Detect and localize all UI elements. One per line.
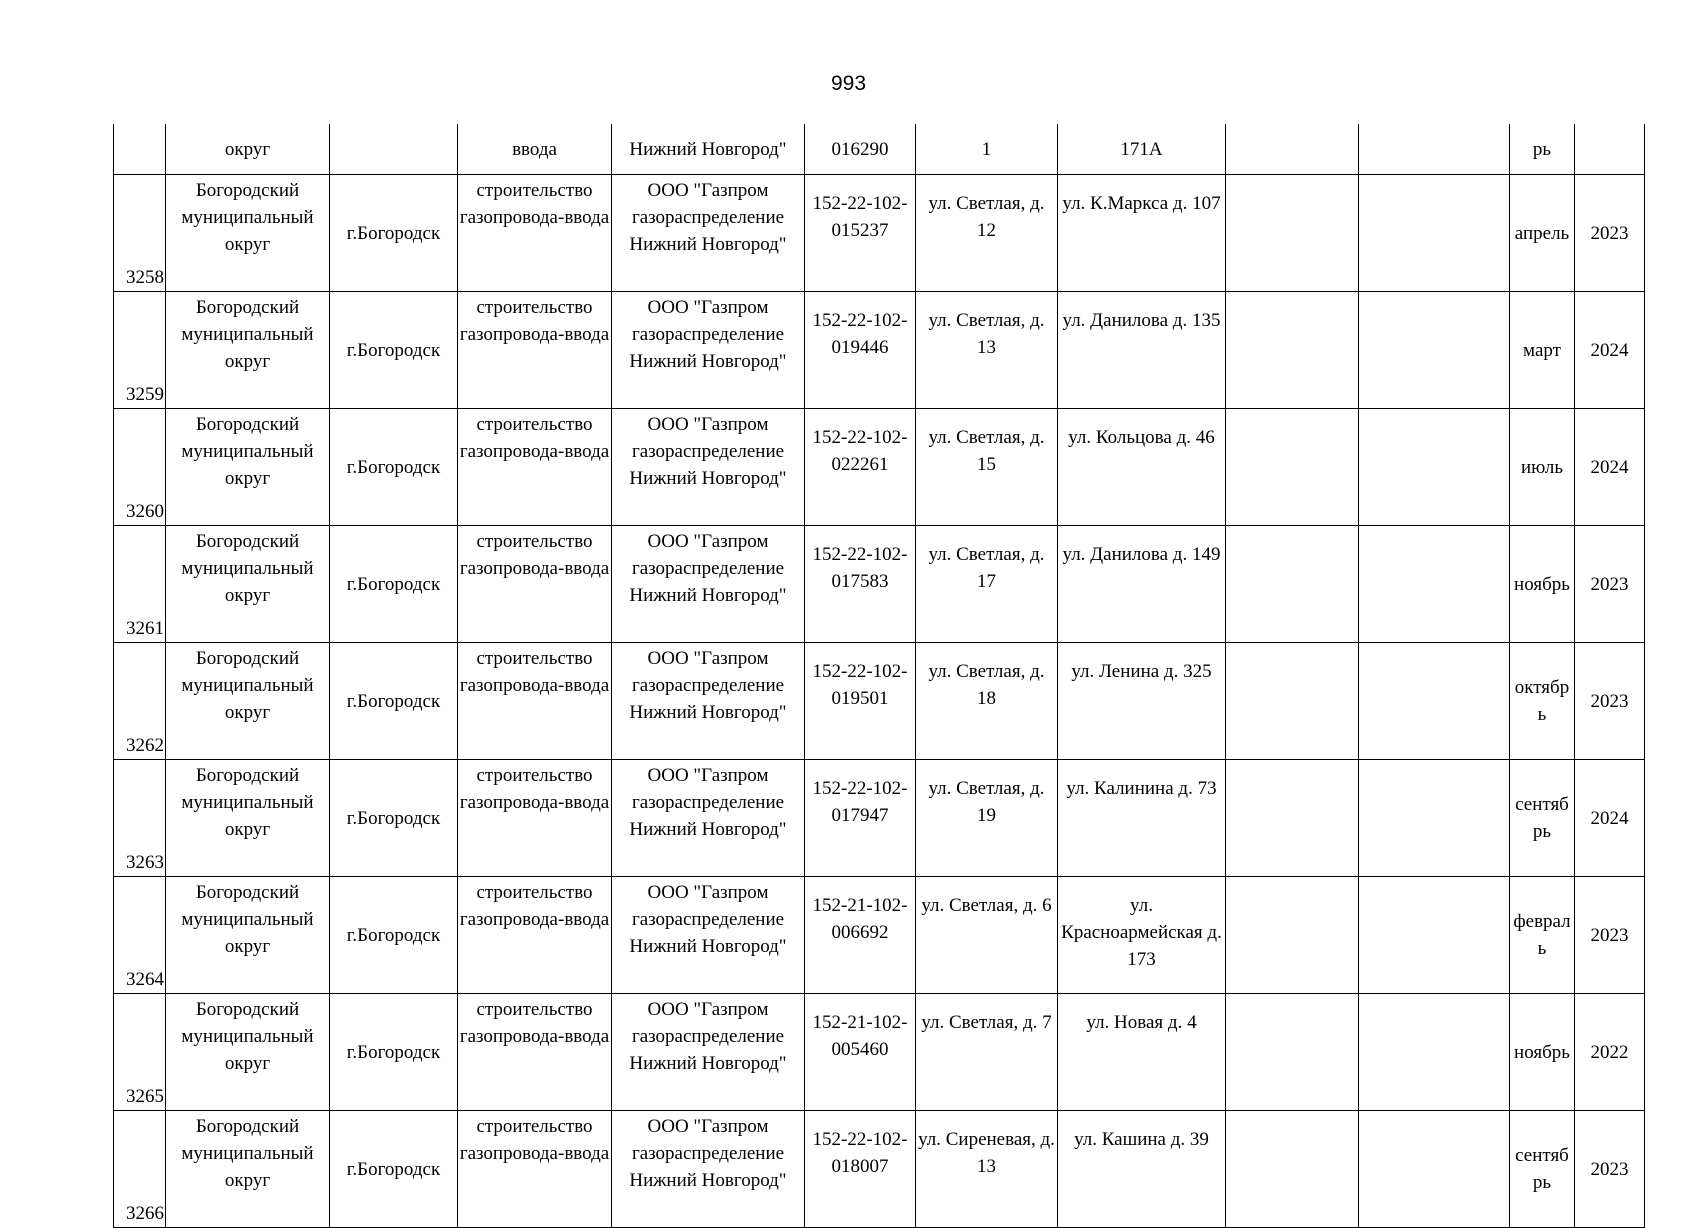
cell-year: 2023 <box>1575 1111 1645 1228</box>
cell-organization: ООО "Газпром газораспределение Нижний Новгород" <box>612 1111 805 1228</box>
cell-organization: ООО "Газпром газораспределение Нижний Новгород" <box>612 526 805 643</box>
cell-address: ул. Светлая, д. 18 <box>916 643 1058 760</box>
cell-code: 152-22-102-017583 <box>805 526 916 643</box>
cell-city: г.Богородск <box>330 175 458 292</box>
cell-address: ул. Светлая, д. 6 <box>916 877 1058 994</box>
cell-work-type: строительство газопровода-ввода <box>458 1111 612 1228</box>
cell-empty-10 <box>1359 1111 1510 1228</box>
cell-city <box>330 124 458 175</box>
cell-city: г.Богородск <box>330 643 458 760</box>
cell-year: 2024 <box>1575 760 1645 877</box>
cell-organization: ООО "Газпром газораспределение Нижний Новгород" <box>612 994 805 1111</box>
cell-month: март <box>1510 292 1575 409</box>
cell-address-2: ул. Красноармейская д. 173 <box>1058 877 1226 994</box>
cell-year: 2024 <box>1575 292 1645 409</box>
cell-address-2: ул. Новая д. 4 <box>1058 994 1226 1111</box>
cell-address: ул. Светлая, д. 19 <box>916 760 1058 877</box>
cell-work-type: строительство газопровода-ввода <box>458 643 612 760</box>
cell-organization: Нижний Новгород" <box>612 124 805 175</box>
cell-number: 3261 <box>114 526 166 643</box>
cell-city: г.Богородск <box>330 526 458 643</box>
cell-empty-10 <box>1359 643 1510 760</box>
table-row <box>114 409 1645 526</box>
cell-district: Богородский муниципальный округ <box>166 292 330 409</box>
cell-address-2: ул. Кольцова д. 46 <box>1058 409 1226 526</box>
cell-year <box>1575 124 1645 175</box>
cell-empty-10 <box>1359 409 1510 526</box>
cell-empty-9 <box>1226 994 1359 1111</box>
cell-code: 152-22-102-015237 <box>805 175 916 292</box>
table-row <box>114 760 1645 877</box>
cell-district: Богородский муниципальный округ <box>166 526 330 643</box>
cell-number: 3258 <box>114 175 166 292</box>
cell-empty-9 <box>1226 760 1359 877</box>
cell-number <box>114 124 166 175</box>
cell-empty-9 <box>1226 877 1359 994</box>
cell-district: Богородский муниципальный округ <box>166 760 330 877</box>
cell-empty-10 <box>1359 292 1510 409</box>
cell-district: Богородский муниципальный округ <box>166 994 330 1111</box>
cell-year: 2023 <box>1575 643 1645 760</box>
cell-organization: ООО "Газпром газораспределение Нижний Новгород" <box>612 292 805 409</box>
cell-organization: ООО "Газпром газораспределение Нижний Новгород" <box>612 643 805 760</box>
cell-number: 3259 <box>114 292 166 409</box>
cell-district: Богородский муниципальный округ <box>166 409 330 526</box>
cell-address-2: ул. Ленина д. 325 <box>1058 643 1226 760</box>
cell-month: июль <box>1510 409 1575 526</box>
cell-month: октябрь <box>1510 643 1575 760</box>
cell-empty-10 <box>1359 994 1510 1111</box>
cell-city: г.Богородск <box>330 292 458 409</box>
cell-address-2: ул. Данилова д. 149 <box>1058 526 1226 643</box>
cell-organization: ООО "Газпром газораспределение Нижний Новгород" <box>612 409 805 526</box>
cell-year: 2023 <box>1575 175 1645 292</box>
cell-code: 152-22-102-017947 <box>805 760 916 877</box>
cell-number: 3263 <box>114 760 166 877</box>
cell-number: 3266 <box>114 1111 166 1228</box>
cell-year: 2024 <box>1575 409 1645 526</box>
cell-empty-10 <box>1359 124 1510 175</box>
cell-district: Богородский муниципальный округ <box>166 1111 330 1228</box>
table-row-continued <box>114 124 1645 175</box>
cell-organization: ООО "Газпром газораспределение Нижний Новгород" <box>612 175 805 292</box>
cell-district: округ <box>166 124 330 175</box>
cell-year: 2022 <box>1575 994 1645 1111</box>
cell-address-2: ул. Калинина д. 73 <box>1058 760 1226 877</box>
page-number: 993 <box>830 72 867 95</box>
cell-city: г.Богородск <box>330 409 458 526</box>
cell-address-2: ул. К.Маркса д. 107 <box>1058 175 1226 292</box>
cell-empty-9 <box>1226 292 1359 409</box>
cell-city: г.Богородск <box>330 994 458 1111</box>
cell-empty-9 <box>1226 409 1359 526</box>
cell-month: сентябрь <box>1510 760 1575 877</box>
cell-code: 152-22-102-018007 <box>805 1111 916 1228</box>
table-row <box>114 526 1645 643</box>
cell-number: 3260 <box>114 409 166 526</box>
cell-work-type: строительство газопровода-ввода <box>458 175 612 292</box>
cell-city: г.Богородск <box>330 1111 458 1228</box>
cell-month: сентябрь <box>1510 1111 1575 1228</box>
cell-district: Богородский муниципальный округ <box>166 175 330 292</box>
cell-work-type: строительство газопровода-ввода <box>458 292 612 409</box>
cell-address: ул. Светлая, д. 13 <box>916 292 1058 409</box>
table-row <box>114 175 1645 292</box>
cell-month: ноябрь <box>1510 994 1575 1111</box>
table-row <box>114 292 1645 409</box>
cell-month: февраль <box>1510 877 1575 994</box>
cell-address: ул. Светлая, д. 12 <box>916 175 1058 292</box>
cell-number: 3264 <box>114 877 166 994</box>
cell-address: ул. Светлая, д. 15 <box>916 409 1058 526</box>
cell-city: г.Богородск <box>330 877 458 994</box>
table-row <box>114 643 1645 760</box>
cell-empty-9 <box>1226 1111 1359 1228</box>
cell-code: 016290 <box>805 124 916 175</box>
cell-empty-9 <box>1226 643 1359 760</box>
cell-address: ул. Светлая, д. 17 <box>916 526 1058 643</box>
cell-work-type: строительство газопровода-ввода <box>458 760 612 877</box>
table-row <box>114 1111 1645 1228</box>
cell-code: 152-21-102-005460 <box>805 994 916 1111</box>
cell-work-type: строительство газопровода-ввода <box>458 877 612 994</box>
cell-address: 1 <box>916 124 1058 175</box>
cell-number: 3265 <box>114 994 166 1111</box>
cell-work-type: строительство газопровода-ввода <box>458 526 612 643</box>
cell-organization: ООО "Газпром газораспределение Нижний Новгород" <box>612 760 805 877</box>
cell-empty-10 <box>1359 175 1510 292</box>
cell-code: 152-22-102-019446 <box>805 292 916 409</box>
table-row <box>114 877 1645 994</box>
cell-city: г.Богородск <box>330 760 458 877</box>
cell-address-2: 171А <box>1058 124 1226 175</box>
cell-empty-10 <box>1359 526 1510 643</box>
cell-empty-10 <box>1359 877 1510 994</box>
cell-code: 152-22-102-019501 <box>805 643 916 760</box>
cell-address-2: ул. Кашина д. 39 <box>1058 1111 1226 1228</box>
cell-month: ноябрь <box>1510 526 1575 643</box>
cell-district: Богородский муниципальный округ <box>166 877 330 994</box>
cell-empty-9 <box>1226 124 1359 175</box>
cell-organization: ООО "Газпром газораспределение Нижний Новгород" <box>612 877 805 994</box>
cell-empty-9 <box>1226 175 1359 292</box>
cell-number: 3262 <box>114 643 166 760</box>
registry-table <box>113 124 1645 1228</box>
cell-month: рь <box>1510 124 1575 175</box>
table-body <box>114 124 1645 1228</box>
cell-year: 2023 <box>1575 526 1645 643</box>
cell-district: Богородский муниципальный округ <box>166 643 330 760</box>
cell-year: 2023 <box>1575 877 1645 994</box>
cell-address: ул. Светлая, д. 7 <box>916 994 1058 1111</box>
cell-code: 152-21-102-006692 <box>805 877 916 994</box>
table-row <box>114 994 1645 1111</box>
cell-work-type: строительство газопровода-ввода <box>458 994 612 1111</box>
cell-code: 152-22-102-022261 <box>805 409 916 526</box>
cell-address-2: ул. Данилова д. 135 <box>1058 292 1226 409</box>
cell-empty-10 <box>1359 760 1510 877</box>
cell-work-type: строительство газопровода-ввода <box>458 409 612 526</box>
cell-address: ул. Сиреневая, д. 13 <box>916 1111 1058 1228</box>
cell-work-type: ввода <box>458 124 612 175</box>
cell-empty-9 <box>1226 526 1359 643</box>
cell-month: апрель <box>1510 175 1575 292</box>
